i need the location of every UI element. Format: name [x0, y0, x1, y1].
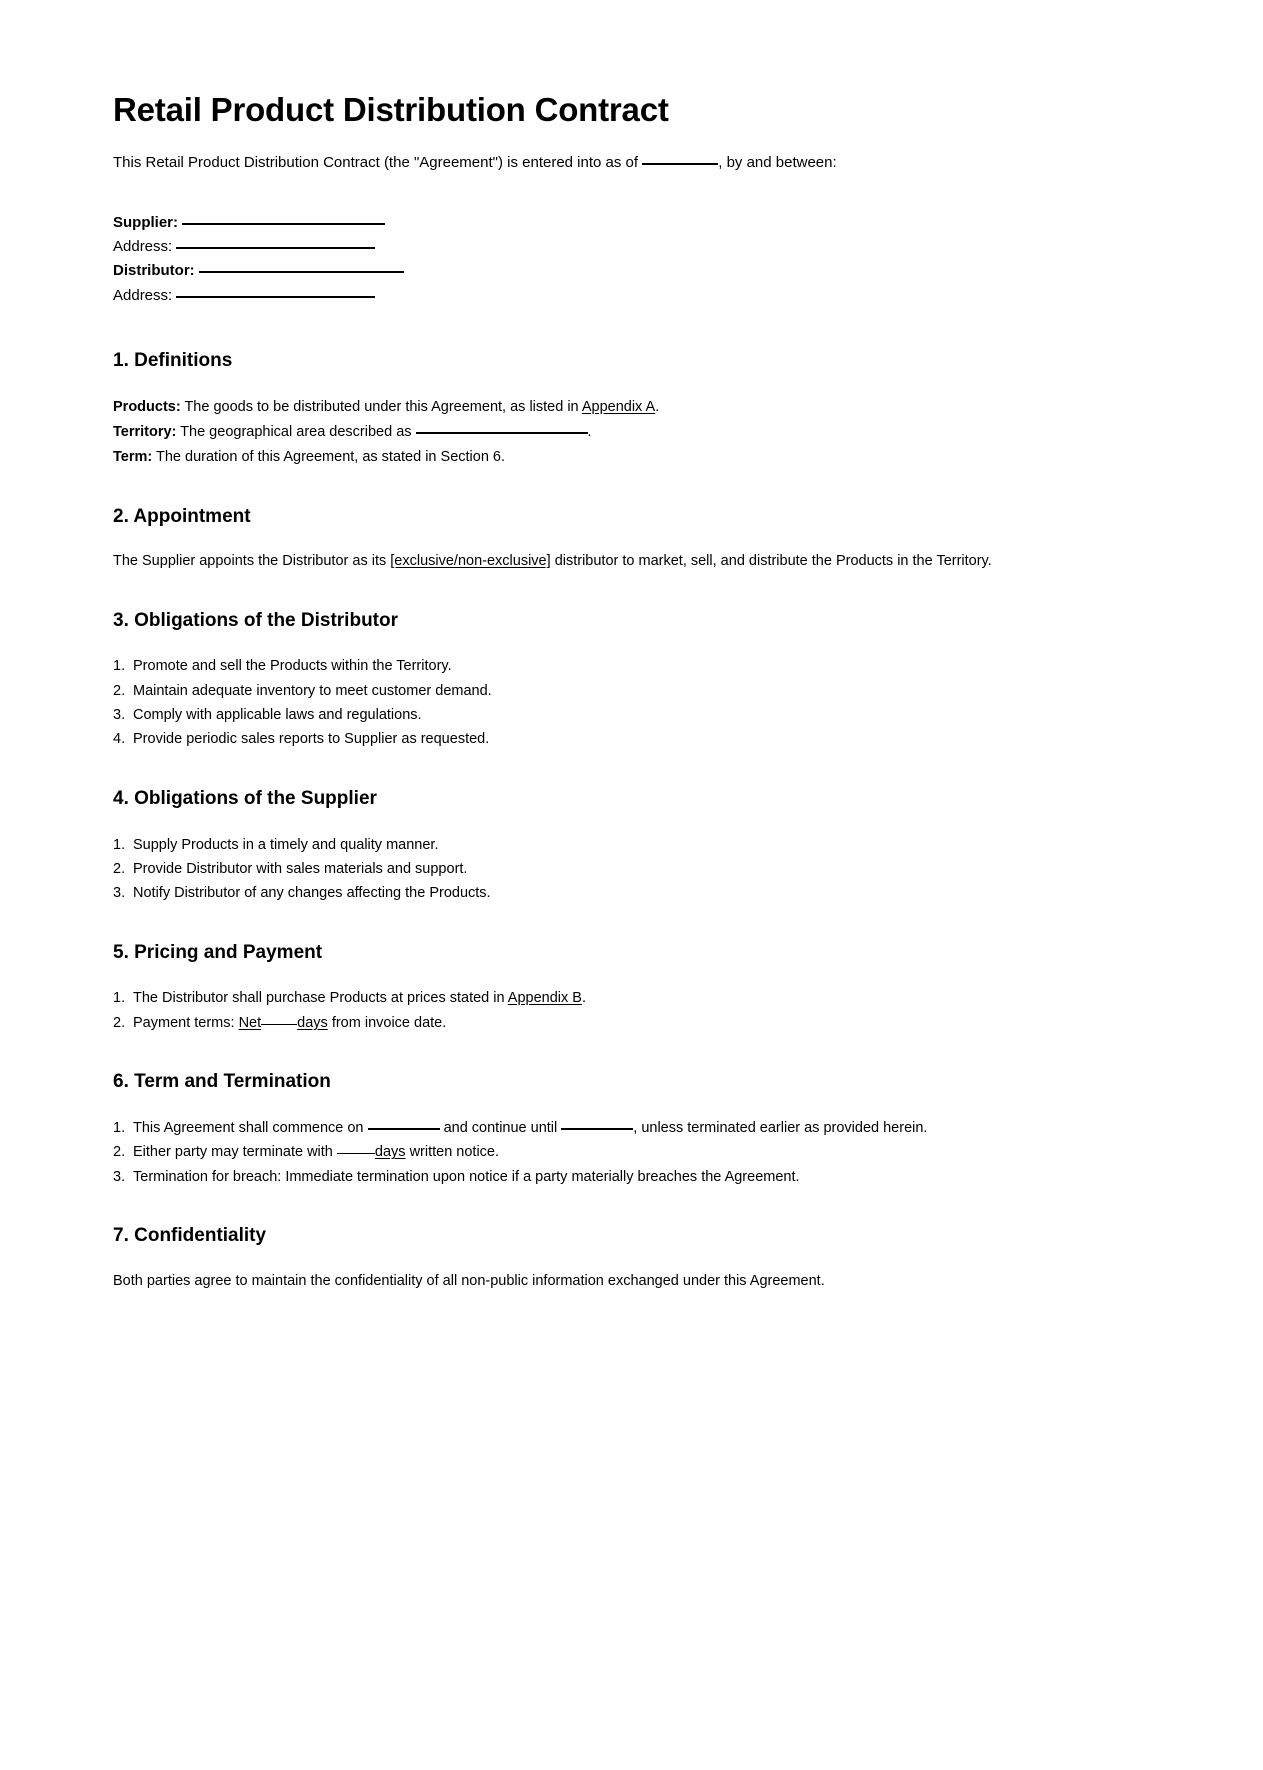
notice-days-blank[interactable]	[337, 1153, 375, 1154]
list-item-number: 1.	[113, 836, 126, 853]
list-item-number: 1.	[113, 658, 126, 675]
term-termination-list	[113, 1116, 1085, 1189]
definition-products-period: .	[655, 398, 660, 415]
payment-terms-label: Payment terms:	[133, 1014, 235, 1031]
continue-text: and continue until	[443, 1120, 558, 1136]
definition-products	[113, 395, 1085, 420]
definition-term-text: The duration of this Agreement, as stated in Section 6.	[156, 448, 506, 465]
list-item-number: 1.	[113, 1120, 126, 1136]
list-item	[113, 727, 1085, 751]
definition-territory-text: The geographical area described as	[180, 423, 412, 440]
definition-products-text: The goods to be distributed under this Agreement, as listed in	[184, 398, 579, 415]
section-confidentiality	[113, 1225, 1085, 1293]
payment-net-days-blank[interactable]	[261, 1024, 297, 1025]
distributor-address-label: Address:	[113, 286, 173, 304]
distributor-line	[113, 259, 1085, 283]
definition-territory-period: .	[587, 423, 592, 440]
list-item	[113, 986, 1085, 1010]
confidentiality-paragraph: Both parties agree to maintain the confidentiality of all non-public information exchanged under this Agreement.	[113, 1272, 825, 1289]
section-distributor-obligations	[113, 610, 1085, 752]
section-pricing-payment	[113, 942, 1085, 1036]
commencement-date-blank[interactable]	[368, 1128, 440, 1130]
list-item	[113, 679, 1085, 703]
intro-prefix-text: This Retail Product Distribution Contract (the "Agreement") is entered into as of	[113, 154, 639, 172]
list-item-number: 1.	[113, 990, 126, 1007]
section-confidentiality-heading: 7. Confidentiality	[113, 1225, 267, 1247]
exclusivity-option[interactable]: [exclusive/non-exclusive]	[390, 553, 551, 570]
definition-territory-term: Territory:	[113, 423, 177, 440]
list-item-number: 3.	[113, 1168, 126, 1185]
section-definitions-heading: 1. Definitions	[113, 349, 233, 371]
section-appointment-heading: 2. Appointment	[113, 505, 251, 527]
list-item-period: .	[581, 990, 586, 1007]
section-distributor-obligations-heading: 3. Obligations of the Distributor	[113, 609, 398, 631]
definition-territory	[113, 420, 1085, 445]
list-item-text: Provide periodic sales reports to Supplier as requested.	[133, 731, 490, 748]
list-item-text: Maintain adequate inventory to meet customer demand.	[133, 682, 492, 699]
list-item-number: 2.	[113, 1014, 126, 1031]
section-supplier-obligations-heading: 4. Obligations of the Supplier	[113, 787, 377, 809]
list-item-text: The Distributor shall purchase Products at prices stated in	[133, 990, 505, 1007]
list-item-number: 2.	[113, 860, 126, 877]
effective-date-blank[interactable]	[642, 163, 718, 165]
appointment-paragraph	[113, 550, 1085, 573]
definition-term	[113, 445, 1085, 470]
appendix-a-link[interactable]: Appendix A	[581, 398, 656, 415]
list-item	[113, 1011, 1085, 1035]
list-item	[113, 1140, 1085, 1164]
distributor-label: Distributor:	[113, 262, 195, 280]
list-item	[113, 654, 1085, 678]
definition-products-term: Products:	[113, 398, 181, 415]
section-supplier-obligations	[113, 788, 1085, 906]
list-item	[113, 703, 1085, 727]
distributor-name-blank[interactable]	[199, 271, 404, 273]
notice-prefix-text: Either party may terminate with	[133, 1144, 333, 1161]
intro-paragraph	[113, 152, 1085, 175]
section-pricing-payment-heading: 5. Pricing and Payment	[113, 941, 323, 963]
list-item-number: 2.	[113, 682, 126, 699]
list-item-number: 3.	[113, 707, 126, 724]
list-item	[113, 833, 1085, 857]
list-item-text: Promote and sell the Products within the Territory.	[133, 658, 452, 675]
party-details-block	[113, 211, 1085, 308]
section-definitions	[113, 350, 1085, 470]
payment-days-label: days	[297, 1014, 328, 1031]
supplier-obligations-list	[113, 833, 1085, 906]
supplier-address-line	[113, 235, 1085, 259]
list-item-number: 3.	[113, 885, 126, 902]
page-title: Retail Product Distribution Contract	[113, 91, 669, 128]
list-item	[113, 1116, 1085, 1140]
pricing-payment-list	[113, 986, 1085, 1035]
terminate-suffix-text: , unless terminated earlier as provided herein.	[633, 1120, 928, 1136]
distributor-obligations-list	[113, 654, 1085, 751]
list-item	[113, 1165, 1085, 1189]
definition-term-term: Term:	[113, 448, 153, 465]
distributor-address-line	[113, 284, 1085, 308]
territory-blank[interactable]	[416, 432, 588, 434]
section-appointment	[113, 506, 1085, 574]
list-item-number: 2.	[113, 1144, 126, 1161]
appointment-suffix-text: distributor to market, sell, and distribute the Products in the Territory.	[554, 553, 992, 570]
supplier-name-blank[interactable]	[182, 223, 385, 225]
list-item-text: Notify Distributor of any changes affecting the Products.	[133, 885, 491, 902]
supplier-address-label: Address:	[113, 238, 173, 256]
distributor-address-blank[interactable]	[176, 296, 375, 298]
payment-net-label: Net	[238, 1014, 262, 1031]
appendix-b-link[interactable]: Appendix B	[507, 990, 582, 1007]
notice-days-label: days	[374, 1144, 406, 1161]
end-date-blank[interactable]	[561, 1128, 633, 1130]
supplier-address-blank[interactable]	[176, 247, 375, 249]
commence-text: This Agreement shall commence on	[133, 1120, 364, 1136]
list-item-text: Comply with applicable laws and regulations.	[133, 707, 422, 724]
section-term-termination-heading: 6. Term and Termination	[113, 1071, 331, 1093]
list-item-text: Supply Products in a timely and quality manner.	[133, 836, 439, 853]
list-item-number: 4.	[113, 731, 126, 748]
list-item-text: Termination for breach: Immediate termination upon notice if a party materially breaches the Agreement.	[133, 1168, 800, 1185]
list-item	[113, 857, 1085, 881]
supplier-label: Supplier:	[113, 213, 179, 231]
intro-suffix-text: , by and between:	[718, 154, 837, 172]
supplier-line	[113, 211, 1085, 235]
appointment-prefix-text: The Supplier appoints the Distributor as its	[113, 553, 387, 570]
payment-terms-suffix: from invoice date.	[331, 1014, 447, 1031]
list-item	[113, 881, 1085, 905]
list-item-text: Provide Distributor with sales materials and support.	[133, 860, 468, 877]
section-term-termination	[113, 1071, 1085, 1189]
notice-suffix-text: written notice.	[409, 1144, 500, 1161]
